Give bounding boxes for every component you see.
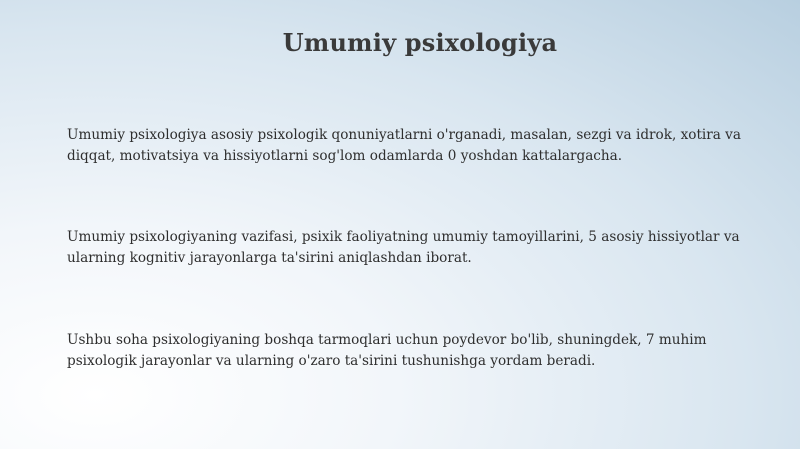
paragraph-2: Umumiy psixologiyaning vazifasi, psixik faoliyatning umumiy tamoyillarini, 5 asosiy hissiyotlar va ularning kognitiv jarayonlarga ta'sirini aniqlashdan iborat. bbox=[67, 229, 740, 266]
slide-title: Umumiy psixologiya bbox=[282, 28, 558, 57]
paragraph-1: Umumiy psixologiya asosiy psixologik qonuniyatlarni o'rganadi, masalan, sezgi va idrok, xotira va diqqat, motivatsiya va hissiyotlarni sog'lom odamlarda 0 yoshdan kattalargacha. bbox=[67, 127, 741, 164]
paragraph-3: Ushbu soha psixologiyaning boshqa tarmoqlari uchun poydevor bo'lib, shuningdek, 7 muhim psixologik jarayonlar va ularning o'zaro ta'sirini tushunishga yordam beradi. bbox=[67, 332, 707, 369]
